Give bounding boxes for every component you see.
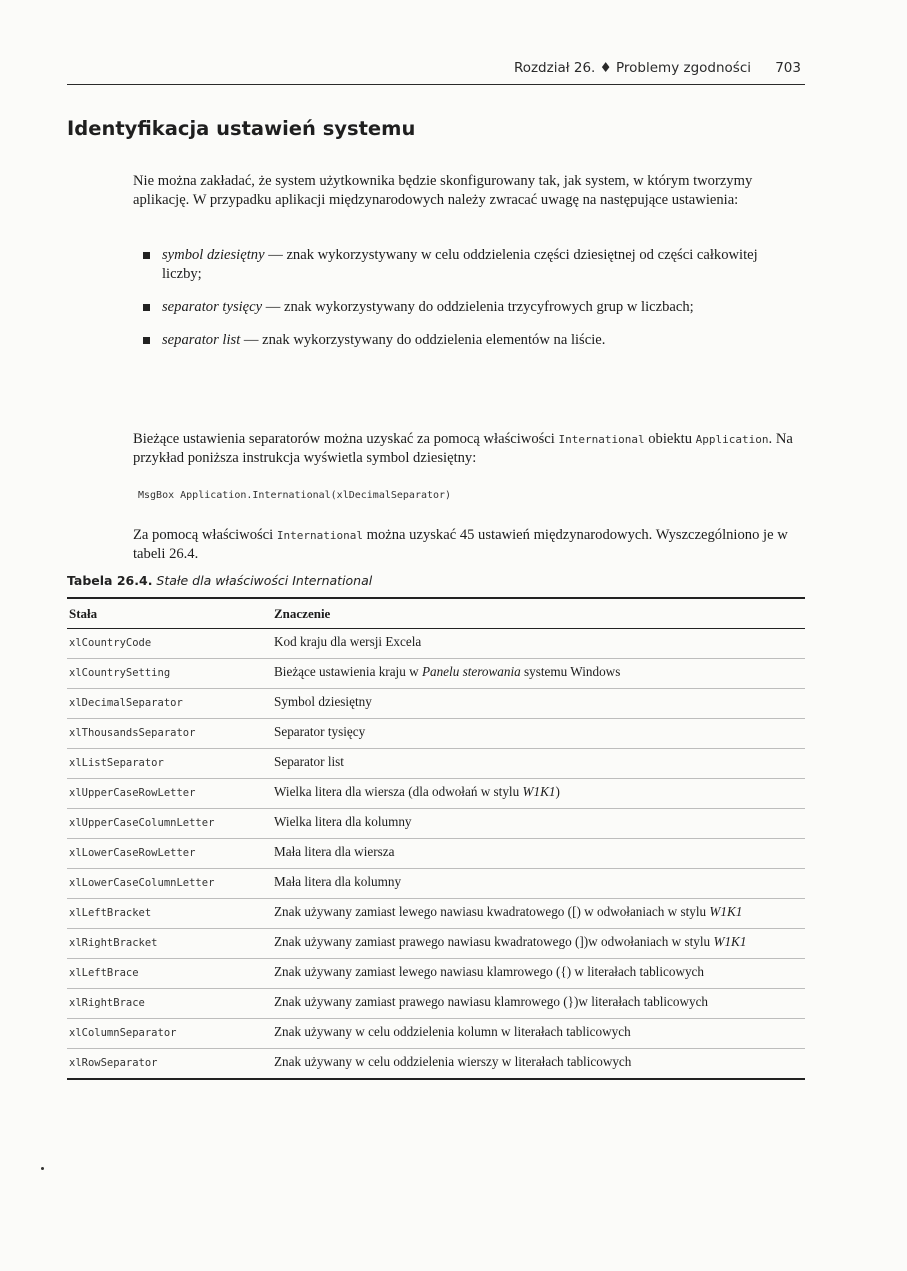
list-item — [136, 298, 796, 317]
list-item-desc: — znak wykorzystywany do oddzielenia trzycyfrowych grup w liczbach; — [262, 299, 694, 315]
table-caption-title: Stałe dla właściwości International — [156, 573, 373, 588]
table-row — [67, 749, 805, 779]
cell-constant: xlUpperCaseColumnLetter — [67, 809, 274, 839]
cell-meaning — [274, 929, 805, 959]
section-title: Identyfikacja ustawień systemu — [67, 117, 416, 140]
cell-meaning — [274, 659, 805, 689]
cell-constant: xlUpperCaseRowLetter — [67, 779, 274, 809]
cell-meaning: Wielka litera dla kolumny — [274, 809, 805, 839]
running-header — [67, 58, 805, 85]
table-row — [67, 809, 805, 839]
cell-meaning: Kod kraju dla wersji Excela — [274, 629, 805, 659]
cell-constant: xlRightBracket — [67, 929, 274, 959]
chapter-title: Rozdział 26. ♦ Problemy zgodności — [513, 60, 751, 76]
table-row — [67, 959, 805, 989]
table-row — [67, 689, 805, 719]
cell-meaning-part: Znak używany zamiast lewego nawiasu kwadratowego ([) w odwołaniach w stylu — [274, 904, 710, 919]
cell-constant: xlCountryCode — [67, 629, 274, 659]
para3-text-2: można uzyskać 45 ustawień międzynarodowych. Wyszczególniono je w tabeli 26.4. — [133, 527, 788, 562]
scan-dot — [41, 1167, 44, 1170]
cell-meaning — [274, 899, 805, 929]
table-row — [67, 899, 805, 929]
para2-text-3: . Na przykład poniższa instrukcja wyświetla symbol dziesiętny: — [133, 431, 793, 466]
cell-meaning-italic: W1K1 — [522, 784, 556, 799]
table-row — [67, 779, 805, 809]
international-constants-table — [67, 597, 805, 1080]
settings-count-paragraph — [133, 526, 793, 564]
cell-constant: xlRowSeparator — [69, 1057, 158, 1069]
cell-meaning-part: ) — [555, 784, 560, 799]
cell-meaning — [274, 779, 805, 809]
table-caption — [67, 573, 372, 588]
table-row — [67, 989, 805, 1019]
cell-constant: xlLowerCaseRowLetter — [67, 839, 274, 869]
cell-meaning: Symbol dziesiętny — [274, 689, 805, 719]
cell-meaning: Znak używany w celu oddzielenia wierszy w literałach tablicowych — [274, 1054, 632, 1069]
bullet-square-icon — [143, 304, 150, 311]
cell-meaning-part: systemu Windows — [520, 664, 621, 679]
table-row — [67, 1049, 805, 1080]
cell-meaning-part: Wielka litera dla wiersza (dla odwołań w stylu — [274, 784, 523, 799]
intro-paragraph: Nie można zakładać, że system użytkownika będzie skonfigurowany tak, jak system, w którym tworzymy aplikację. W przypadku aplikacji międzynarodowych należy zwracać uwagę na następujące ustawienia: — [133, 173, 753, 208]
table-caption-label: Tabela 26.4. — [67, 573, 153, 588]
cell-constant: xlRightBrace — [67, 989, 274, 1019]
table-row — [67, 929, 805, 959]
list-item — [136, 331, 796, 350]
cell-meaning-part: Znak używany zamiast prawego nawiasu kwadratowego (])w odwołaniach w stylu — [274, 934, 714, 949]
list-item-desc: — znak wykorzystywany do oddzielenia elementów na liście. — [240, 332, 606, 348]
cell-constant: xlLowerCaseColumnLetter — [67, 869, 274, 899]
cell-constant: xlThousandsSeparator — [67, 719, 274, 749]
cell-constant: xlCountrySetting — [67, 659, 274, 689]
cell-meaning-italic: Panelu sterowania — [421, 664, 521, 679]
bullet-square-icon — [143, 337, 150, 344]
cell-meaning-italic: W1K1 — [713, 934, 747, 949]
table-row — [67, 659, 805, 689]
list-item-term: separator tysięcy — [162, 299, 263, 315]
code-international: International — [276, 529, 363, 542]
cell-meaning: Mała litera dla kolumny — [274, 869, 805, 899]
para2-text-2: obiektu — [644, 431, 696, 447]
constants-table — [67, 597, 805, 1080]
cell-constant: xlDecimalSeparator — [67, 689, 274, 719]
cell-meaning: Separator tysięcy — [274, 719, 805, 749]
cell-constant: xlLeftBracket — [67, 899, 274, 929]
column-header-constant: Stała — [67, 598, 274, 629]
table-row — [67, 629, 805, 659]
cell-meaning: Mała litera dla wiersza — [274, 839, 805, 869]
para3-text-1: Za pomocą właściwości — [133, 527, 277, 543]
page-number: 703 — [775, 60, 801, 76]
table-row — [67, 1019, 805, 1049]
list-item-desc: — znak wykorzystywany w celu oddzielenia części dziesiętnej od części całkowitej liczby; — [162, 247, 758, 282]
cell-constant: xlColumnSeparator — [67, 1019, 274, 1049]
table-row — [67, 839, 805, 869]
cell-meaning-italic: W1K1 — [709, 904, 743, 919]
cell-meaning: Separator list — [274, 749, 805, 779]
settings-list — [136, 246, 796, 364]
cell-constant: xlListSeparator — [67, 749, 274, 779]
cell-constant: xlLeftBrace — [67, 959, 274, 989]
table-row — [67, 869, 805, 899]
code-application: Application — [695, 433, 769, 446]
column-header-meaning: Znaczenie — [274, 598, 805, 629]
para2-text-1: Bieżące ustawienia separatorów można uzyskać za pomocą właściwości — [133, 431, 559, 447]
list-item-term: separator list — [162, 332, 241, 348]
bullet-square-icon — [143, 252, 150, 259]
code-international: International — [558, 433, 645, 446]
list-item — [136, 246, 796, 284]
cell-meaning-part: Bieżące ustawienia kraju w — [274, 664, 422, 679]
table-header-row — [67, 598, 805, 629]
cell-meaning: Znak używany w celu oddzielenia kolumn w literałach tablicowych — [274, 1019, 805, 1049]
separators-paragraph — [133, 430, 793, 468]
list-item-term: symbol dziesiętny — [162, 247, 265, 263]
cell-meaning: Znak używany zamiast lewego nawiasu klamrowego ({) w literałach tablicowych — [274, 959, 805, 989]
cell-meaning: Znak używany zamiast prawego nawiasu klamrowego (})w literałach tablicowych — [274, 989, 805, 1019]
table-row — [67, 719, 805, 749]
code-example: MsgBox Application.International(xlDecimalSeparator) — [138, 490, 452, 501]
